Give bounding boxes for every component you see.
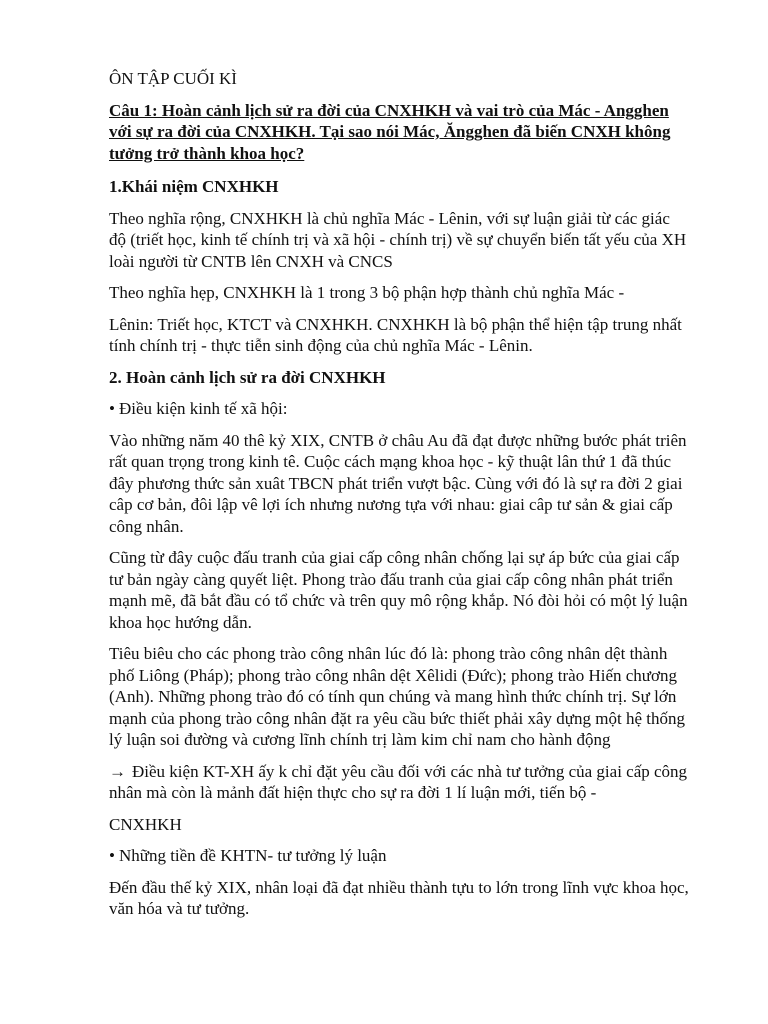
bullet-icon: • xyxy=(109,399,115,418)
paragraph-worker-struggle: Cũng từ đây cuộc đấu tranh của giai cấp công nhân chống lại sự áp bức của giai cấp tư bản ngày càng quyết liệt. Phong trào đấu tranh của giai cấp công nhân phát triển mạnh mẽ, đã bắt đầu có tổ chức và trên quy mô rộng khắp. Nó đòi hỏi có một lý luận khoa học hướng dẫn. xyxy=(109,548,688,632)
question-heading: Câu 1: Hoàn cảnh lịch sử ra đời của CNXHKH và vai trò của Mác - Angghen với sự ra đời của CNXHKH. Tại sao nói Mác, Ăngghen đã biến CNXH không tưởng trở thành khoa học? xyxy=(109,100,671,163)
document-page xyxy=(109,68,689,930)
paragraph-components: Lênin: Triết học, KTCT và CNXHKH. CNXHKH là bộ phận thể hiện tập trung nhất tính chính trị - thực tiễn sinh động của chủ nghĩa Mác - Lênin. xyxy=(109,314,682,355)
arrow-right-icon: → xyxy=(109,761,126,781)
bullet-text: Điều kiện kinh tế xã hội: xyxy=(118,399,288,418)
paragraph-cnxhkh: CNXHKH xyxy=(109,814,182,834)
bullet-item-premises xyxy=(109,845,689,867)
paragraph-conclusion-arrow xyxy=(109,761,689,804)
arrow-text: Điều kiện KT-XH ấy k chỉ đặt yêu cầu đối với các nhà tư tưởng của giai cấp công nhân mà còn là mảnh đất hiện thực cho sự ra đời 1 lí luận mới, tiến bộ - xyxy=(109,761,688,802)
section-heading-historical-context: 2. Hoàn cảnh lịch sử ra đời CNXHKH xyxy=(109,367,386,387)
bullet-icon: • xyxy=(109,846,115,865)
bullet-text: Những tiền đề KHTN- tư tưởng lý luận xyxy=(118,846,387,865)
paragraph-early-19th-century: Đến đầu thế kỷ XIX, nhân loại đã đạt nhiều thành tựu to lớn trong lĩnh vực khoa học, văn hóa và tư tưởng. xyxy=(109,877,689,918)
section-heading-concept: 1.Khái niệm CNXHKH xyxy=(109,177,279,196)
document-title: ÔN TẬP CUỐI KÌ xyxy=(109,69,237,88)
paragraph-narrow-meaning: Theo nghĩa hẹp, CNXHKH là 1 trong 3 bộ phận hợp thành chủ nghĩa Mác - xyxy=(109,283,625,302)
paragraph-broad-meaning: Theo nghĩa rộng, CNXHKH là chủ nghĩa Mác - Lênin, với sự luận giải từ các giác độ (triết học, kinh tế chính trị và xã hội - chính trị) về sự chuyển biến tất yếu của XH loài người từ CNTB lên CNXH và CNCS xyxy=(109,208,687,271)
bullet-item-socioeconomic xyxy=(109,398,689,420)
paragraph-capitalism-development: Vào những năm 40 thê kỷ XIX, CNTB ở châu Au đã đạt được những bước phát triên rất quan trọng trong kinh tê. Cuộc cách mạng khoa học - kỹ thuật lân thứ 1 đã thúc đây phương thức sản xuât TBCN phát triển vượt bậc. Cùng với đó là sự ra đời 2 giai câp cơ bản, đôi lập vê lợi ích nhưng nương tựa với nhau: giai câp tư sản & giai cấp công nhân. xyxy=(109,430,687,536)
paragraph-worker-movements: Tiêu biêu cho các phong trào công nhân lúc đó là: phong trào công nhân dệt thành phố Liông (Pháp); phong trào công nhân dệt Xêlidi (Đức); phong trào Hiến chương (Anh). Những phong trào đó có tính qun chúng và mang hình thức chính trị. Sự lớn mạnh của phong trào công nhân đặt ra yêu cầu bức thiết phải xây dựng một hệ thống lý luận soi đường và cương lĩnh chính trị làm kim chỉ nam cho hành động xyxy=(109,644,685,749)
